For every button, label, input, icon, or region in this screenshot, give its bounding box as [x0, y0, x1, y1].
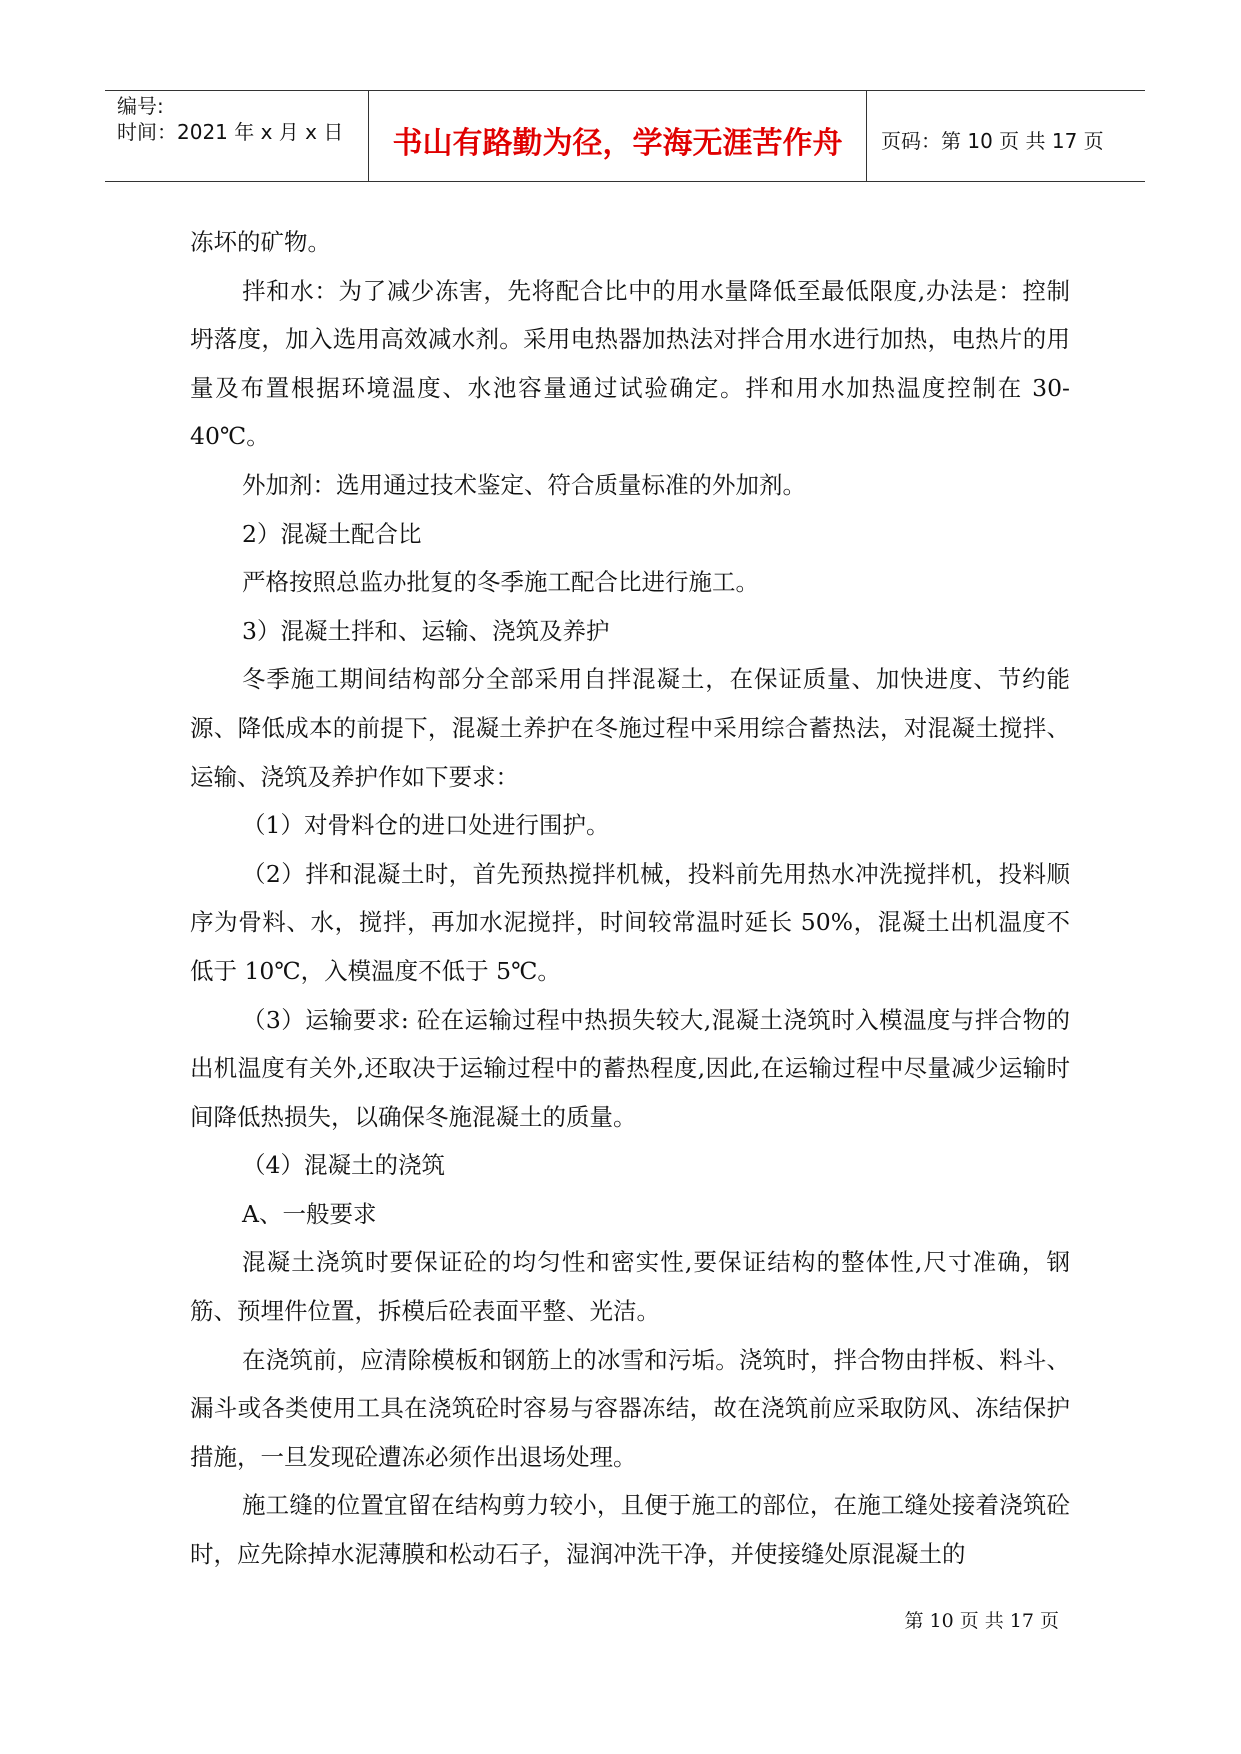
header-meta-cell — [105, 91, 369, 181]
list-item-1: （1）对骨料仓的进口处进行围护。 — [242, 811, 610, 840]
page-footer: 第 10 页 共 17 页 — [904, 1610, 1059, 1632]
subheading-general-requirements: A、一般要求 — [242, 1199, 377, 1228]
document-body — [190, 218, 1070, 1579]
list-item-2: （2）拌和混凝土时，首先预热搅拌机械，投料前先用热水冲洗搅拌机，投料顺序为骨料、水，搅拌，再加水泥搅拌，时间较常温时延长 50%，混凝土出机温度不低于 10℃，入模温度不低于 5℃。 — [190, 859, 1070, 985]
header-motto-cell — [369, 91, 867, 181]
paragraph-winter-construction: 冬季施工期间结构部分全部采用自拌混凝土，在保证质量、加快进度、节约能源、降低成本的前提下，混凝土养护在冬施过程中采用综合蓄热法，对混凝土搅拌、运输、浇筑及养护作如下要求： — [190, 665, 1070, 791]
heading-mix-ratio: 2）混凝土配合比 — [242, 519, 422, 548]
paragraph-continued: 冻坏的矿物。 — [190, 228, 331, 256]
document-number-label: 编号: — [117, 94, 164, 118]
header-page-number: 页码：第 10 页 共 17 页 — [881, 129, 1104, 153]
list-item-3: （3）运输要求: 砼在运输过程中热损失较大,混凝土浇筑时入模温度与拌合物的出机温度有关外,还取决于运输过程中的蓄热程度,因此,在运输过程中尽量减少运输时间降低热损失，以确保冬施混凝土的质量。 — [190, 1005, 1070, 1131]
header-page-cell — [867, 91, 1145, 181]
paragraph-admixture: 外加剂：选用通过技术鉴定、符合质量标准的外加剂。 — [242, 470, 806, 499]
list-item-4: （4）混凝土的浇筑 — [242, 1151, 445, 1180]
header-motto: 书山有路勤为径，学海无涯苦作舟 — [392, 126, 843, 161]
heading-mixing-transport-pouring: 3）混凝土拌和、运输、浇筑及养护 — [242, 616, 610, 645]
paragraph-before-pouring: 在浇筑前，应清除模板和钢筋上的冰雪和污垢。浇筑时，拌合物由拌板、料斗、漏斗或各类使用工具在浇筑砼时容易与容器冻结，故在浇筑前应采取防风、冻结保护措施，一旦发现砼遭冻必须作出退场处理。 — [190, 1345, 1070, 1471]
page-header — [105, 90, 1145, 182]
document-time-label: 时间：2021 年 x 月 x 日 — [117, 120, 344, 144]
paragraph-pouring-quality: 混凝土浇筑时要保证砼的均匀性和密实性,要保证结构的整体性,尺寸准确，钢筋、预埋件位置，拆模后砼表面平整、光洁。 — [190, 1248, 1070, 1326]
paragraph-construction-joint: 施工缝的位置宜留在结构剪力较小，且便于施工的部位，在施工缝处接着浇筑砼时，应先除掉水泥薄膜和松动石子，湿润冲洗干净，并使接缝处原混凝土的 — [190, 1491, 1070, 1569]
paragraph-mixing-water: 拌和水：为了减少冻害，先将配合比中的用水量降低至最低限度,办法是：控制坍落度，加入选用高效减水剂。采用电热器加热法对拌合用水进行加热，电热片的用量及布置根据环境温度、水池容量通过试验确定。拌和用水加热温度控制在 30-40℃。 — [190, 276, 1070, 451]
paragraph-mix-ratio: 严格按照总监办批复的冬季施工配合比进行施工。 — [242, 568, 759, 597]
